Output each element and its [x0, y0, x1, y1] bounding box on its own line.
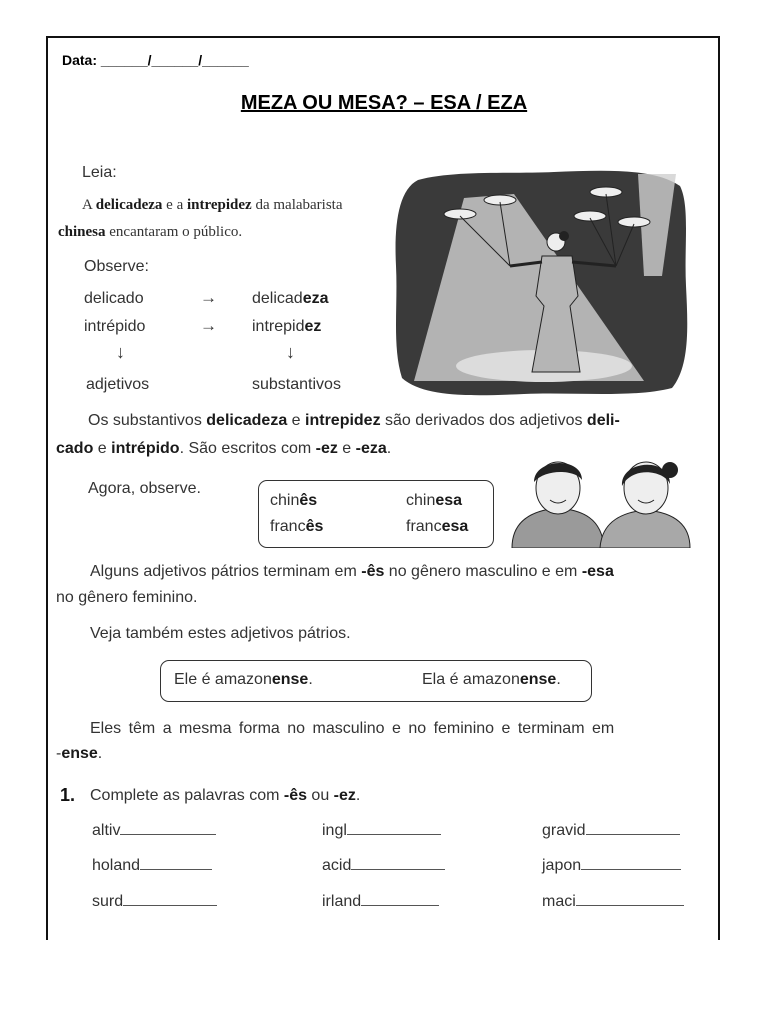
leia-label: Leia: — [82, 164, 117, 181]
explanation-line-2: cado e intrépido. São escritos com -ez e -eza. — [56, 440, 392, 457]
noun-delicadeza: delicadeza — [252, 290, 329, 307]
veja-label: Veja também estes adjetivos pátrios. — [90, 625, 351, 642]
sentence-ela: Ela é amazonense. — [422, 671, 561, 688]
nouns-caption: substantivos — [252, 376, 341, 393]
exercise-word[interactable]: acid — [322, 857, 445, 875]
arrow-right-icon: → — [200, 316, 217, 335]
exercise-word[interactable]: gravid — [542, 822, 680, 840]
alguns-line-1: Alguns adjetivos pátrios terminam em -ês no gênero masculino e em -esa — [90, 563, 614, 580]
page-title: MEZA OU MESA? – ESA / EZA — [240, 92, 528, 114]
date-line: Data: ______/______/______ — [62, 52, 249, 68]
juggler-illustration — [394, 166, 690, 398]
gentilic-box — [258, 480, 494, 548]
exercise-word[interactable]: altiv — [92, 822, 216, 840]
reading-line-2: chinesa encantaram o público. — [58, 224, 243, 240]
exercise-number: 1. — [60, 785, 76, 805]
adjectives-caption: adjetivos — [86, 376, 150, 393]
word-chines: chinês — [270, 492, 318, 509]
exercise-word[interactable]: maci — [542, 893, 684, 911]
exercise-word[interactable]: japon — [542, 857, 681, 875]
exercise-word[interactable]: irland — [322, 893, 439, 911]
reading-line-1: A delicadeza e a intrepidez da malabarista — [82, 197, 343, 213]
observe-label: Observe: — [84, 258, 149, 275]
noun-intrepidez: intrepidez — [252, 318, 322, 335]
word-francesa: francesa — [406, 518, 469, 535]
eles-line-2: -ense. — [56, 745, 103, 762]
word-frances: francês — [270, 518, 324, 535]
exercise-instruction: Complete as palavras com -ês ou -ez. — [90, 787, 361, 804]
adjective-intrepido: intrépido — [84, 318, 146, 335]
exercise-word[interactable]: holand — [92, 857, 212, 875]
arrow-down-icon: ↓ — [286, 342, 295, 362]
eles-line-1: Eles têm a mesma forma no masculino e no feminino e terminam em — [90, 720, 615, 737]
word-chinesa: chinesa — [406, 492, 463, 509]
alguns-line-2: no gênero feminino. — [56, 589, 198, 606]
exercise-word[interactable]: surd — [92, 893, 217, 911]
arrow-right-icon: → — [200, 288, 217, 307]
two-people-illustration — [506, 448, 692, 548]
adjective-delicado: delicado — [84, 290, 144, 307]
explanation-line-1: Os substantivos delicadeza e intrepidez são derivados dos adjetivos deli- — [88, 412, 620, 429]
arrow-down-icon: ↓ — [116, 342, 125, 362]
agora-label: Agora, observe. — [88, 480, 201, 497]
sentence-ele: Ele é amazonense. — [174, 671, 313, 688]
exercise-word[interactable]: ingl — [322, 822, 441, 840]
